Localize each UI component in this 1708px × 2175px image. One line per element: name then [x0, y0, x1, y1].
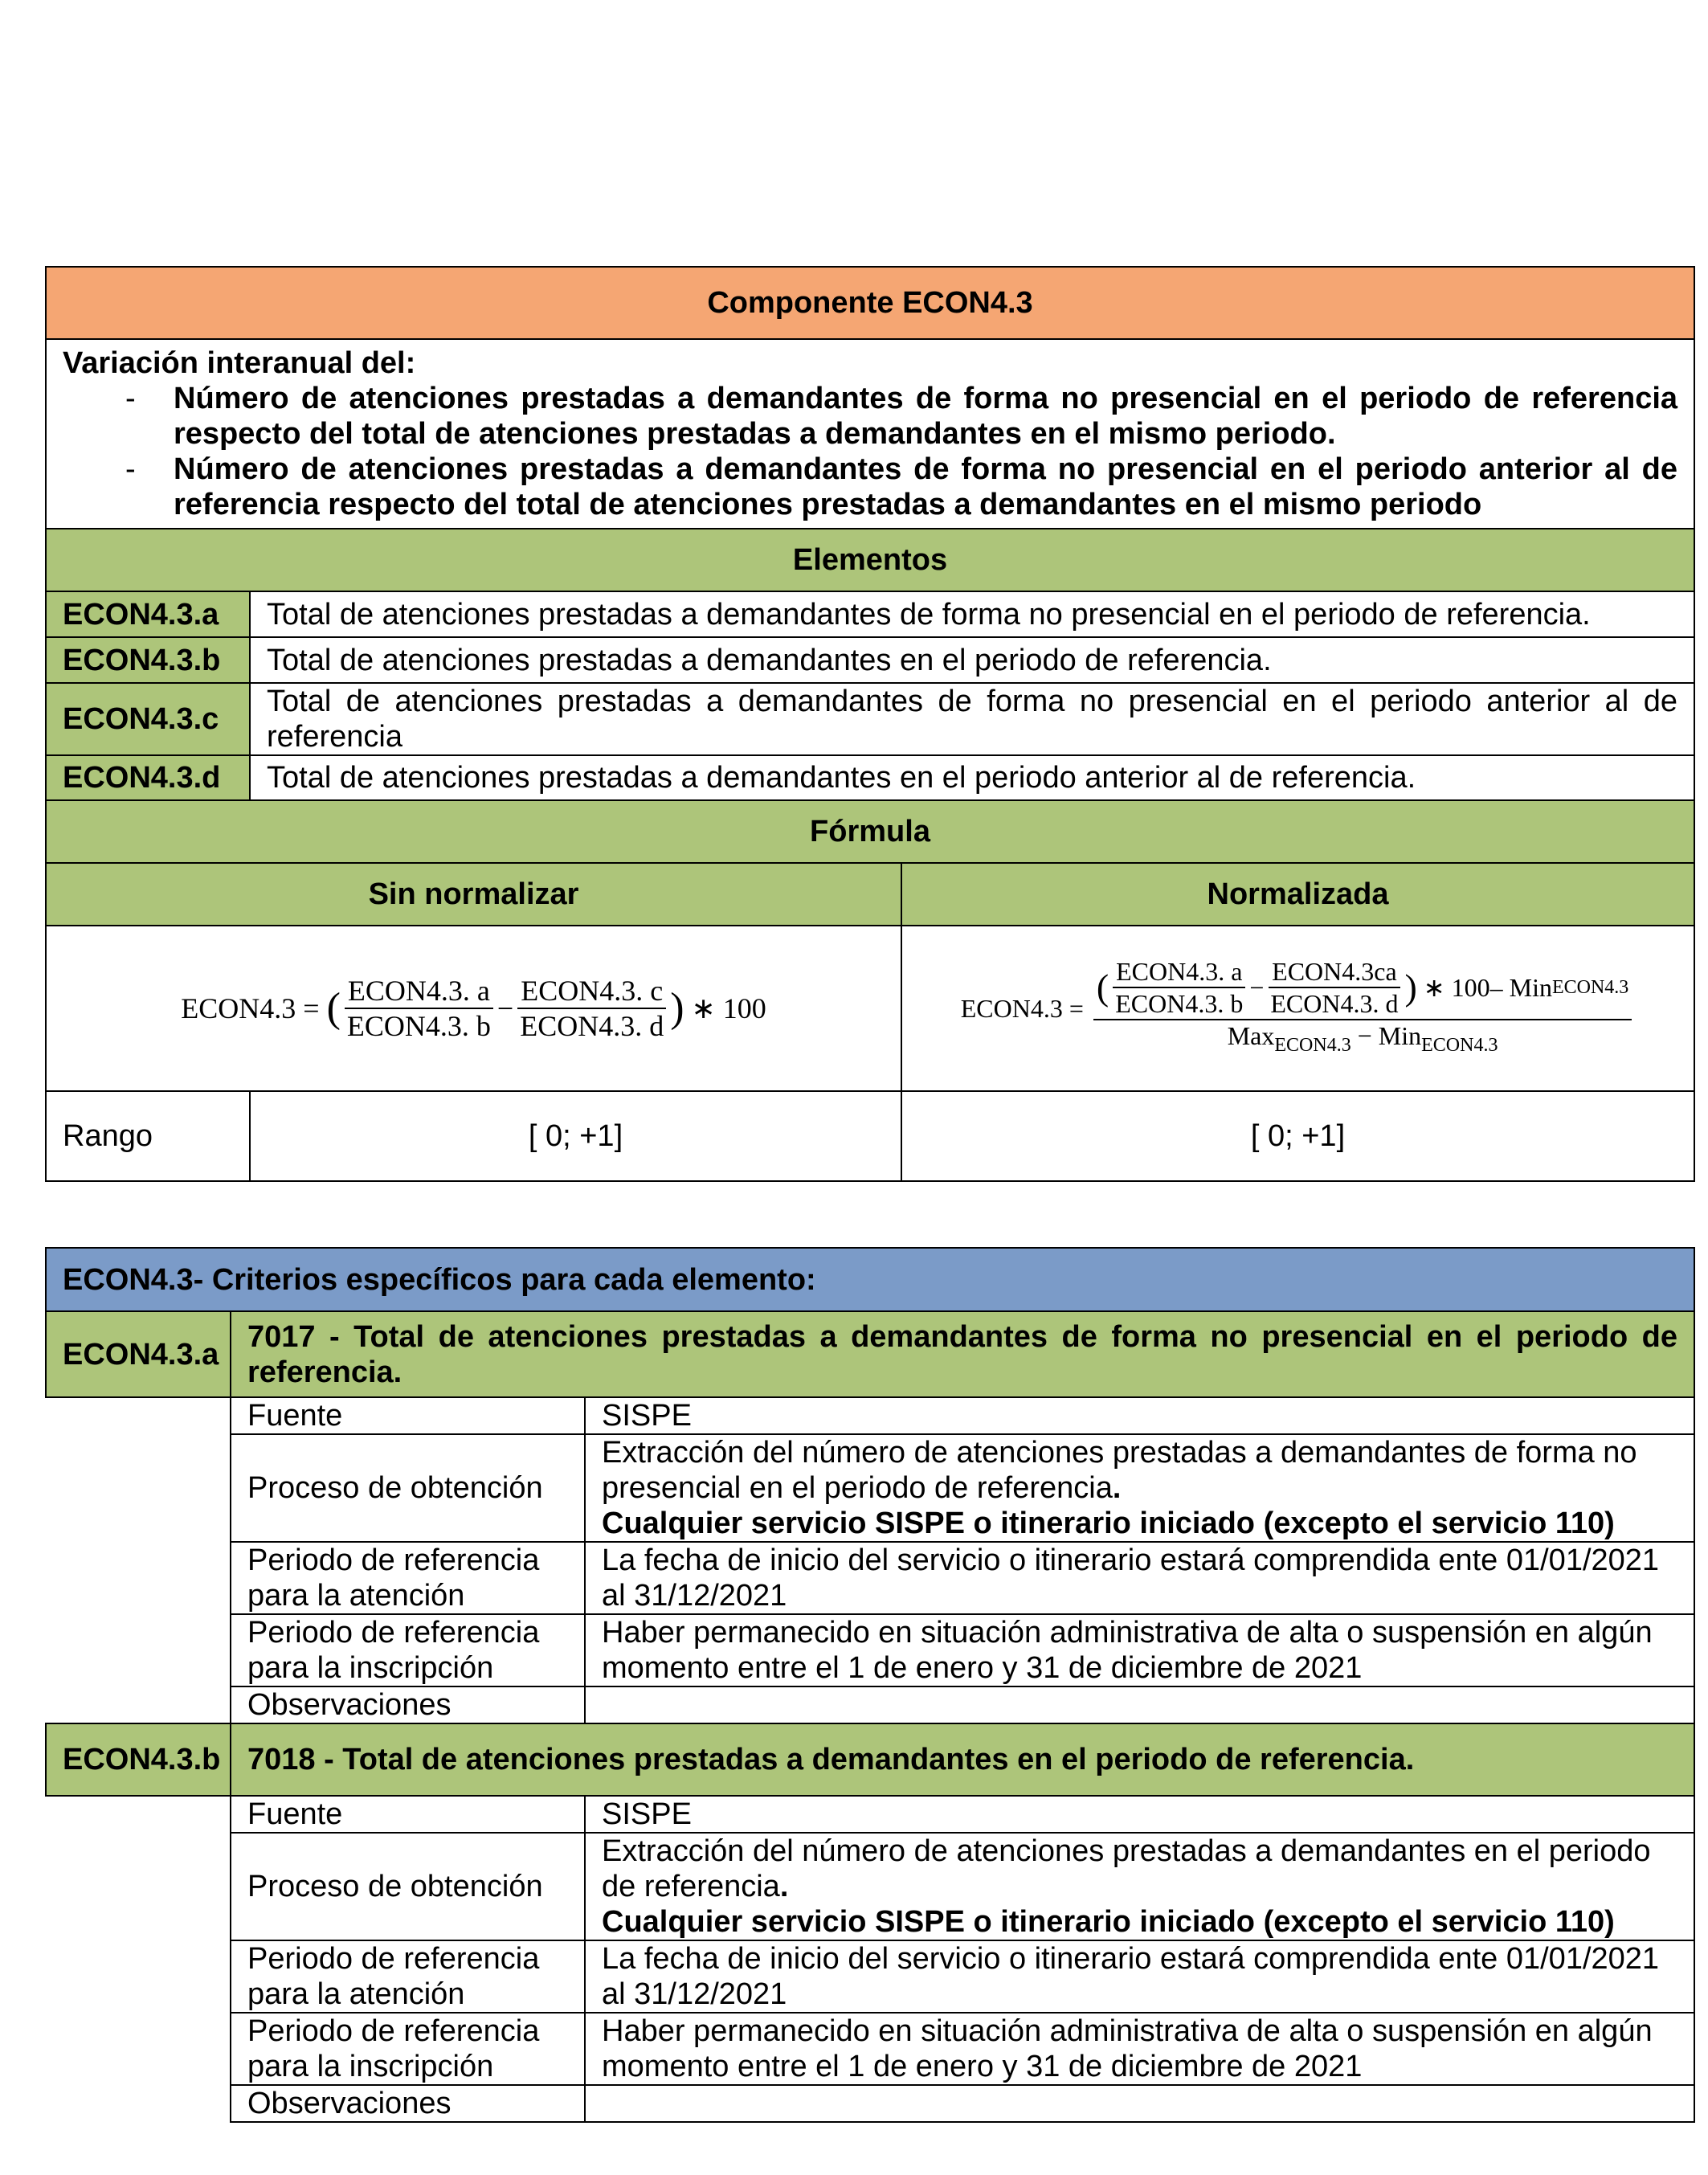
value-periodo-atencion: La fecha de inicio del servicio o itinerario estará comprendida ente 01/01/2021 al 31/12/2021 — [585, 1542, 1694, 1614]
formula-tail: ∗ 100 — [691, 992, 766, 1024]
criteria-header: ECON4.3- Criterios específicos para cada elemento: — [46, 1248, 1694, 1311]
criteria-code: ECON4.3.a — [46, 1311, 231, 1397]
formula-sin-cell — [46, 926, 901, 1091]
value-periodo-inscripcion: Haber permanecido en situación administrativa de alta o suspensión en algún momento entre el 1 de enero y 31 de diciembre de 2021 — [585, 1614, 1694, 1686]
element-desc: Total de atenciones prestadas a demandantes en el periodo de referencia. — [250, 637, 1694, 683]
element-code: ECON4.3.a — [46, 591, 250, 637]
den-min-subscript: ECON4.3 — [1421, 1035, 1498, 1056]
formula-lhs: ECON4.3 = — [181, 992, 320, 1024]
proceso-text: Extracción del número de atenciones prestadas a demandantes en el periodo de referencia — [602, 1834, 1651, 1903]
col-sin-normalizar: Sin normalizar — [46, 863, 901, 926]
value-proceso — [585, 1434, 1694, 1542]
denominator-d: ECON4.3. d — [1270, 989, 1399, 1018]
col-normalizada: Normalizada — [901, 863, 1694, 926]
variation-item: - Número de atenciones prestadas a demandantes de forma no presencial en el periodo de referencia respecto del total de atenciones prestadas a demandantes en el mismo periodo. — [63, 381, 1677, 452]
element-code: ECON4.3.c — [46, 683, 250, 755]
max-term: Max — [1227, 1021, 1275, 1050]
formula-header: Fórmula — [46, 800, 1694, 863]
fraction-main-numerator — [1093, 956, 1632, 1020]
label-fuente: Fuente — [231, 1796, 585, 1833]
minus-sign: − — [1249, 973, 1265, 1002]
variation-item: - Número de atenciones prestadas a demandantes de forma no presencial en el periodo anterior al de referencia respecto del total de atenciones prestadas a demandantes en el mismo periodo — [63, 452, 1677, 522]
label-proceso: Proceso de obtención — [231, 1434, 585, 1542]
proceso-text: Extracción del número de atenciones prestadas a demandantes de forma no presencial en el periodo de referencia — [602, 1436, 1637, 1505]
denominator-b: ECON4.3. b — [346, 1010, 491, 1042]
rango-sin: [ 0; +1] — [250, 1091, 901, 1181]
numerator-c: ECON4.3. c — [517, 974, 666, 1009]
max-subscript: ECON4.3 — [1274, 1035, 1351, 1056]
element-code: ECON4.3.b — [46, 637, 250, 683]
value-proceso — [585, 1833, 1694, 1940]
min-subscript: ECON4.3 — [1551, 977, 1629, 998]
label-fuente: Fuente — [231, 1397, 585, 1434]
criteria-title: 7017 - Total de atenciones prestadas a demandantes de forma no presencial en el periodo de referencia. — [231, 1311, 1694, 1397]
criteria-code: ECON4.3.b — [46, 1723, 231, 1796]
formula-norm-cell — [901, 926, 1694, 1091]
criteria-title: 7018 - Total de atenciones prestadas a demandantes en el periodo de referencia. — [231, 1723, 1694, 1796]
component-table — [45, 266, 1695, 1182]
fraction-ab — [344, 974, 494, 1043]
numerator-a: ECON4.3. a — [345, 974, 493, 1009]
denominator-b: ECON4.3. b — [1115, 989, 1244, 1018]
proceso-bold-text: Cualquier servicio SISPE o itinerario iniciado (excepto el servicio 110) — [602, 1905, 1615, 1939]
value-periodo-atencion: La fecha de inicio del servicio o itinerario estará comprendida ente 01/01/2021 al 31/12/2021 — [585, 1940, 1694, 2013]
proceso-dot: . — [1112, 1471, 1122, 1505]
criteria-table — [45, 1247, 1695, 2123]
criteria-spacer — [46, 1796, 231, 2122]
formula-norm — [961, 956, 1636, 1061]
label-periodo-atencion: Periodo de referencia para la atención — [231, 1542, 585, 1614]
element-code: ECON4.3.d — [46, 755, 250, 800]
label-periodo-inscripcion: Periodo de referencia para la inscripción — [231, 2013, 585, 2085]
fraction-main-denominator — [1224, 1020, 1502, 1061]
value-observaciones — [585, 2085, 1694, 2122]
value-fuente: SISPE — [585, 1796, 1694, 1833]
label-observaciones: Observaciones — [231, 2085, 585, 2122]
minus-sign: − — [496, 992, 514, 1024]
formula-tail: ∗ 100– Min — [1423, 973, 1552, 1002]
numerator-c: ECON4.3ca — [1269, 956, 1400, 988]
label-proceso: Proceso de obtención — [231, 1833, 585, 1940]
formula-sin — [181, 974, 766, 1043]
paren-close: ) — [1404, 967, 1417, 1008]
paren-open: ( — [1096, 967, 1109, 1008]
value-fuente: SISPE — [585, 1397, 1694, 1434]
element-desc: Total de atenciones prestadas a demandantes de forma no presencial en el periodo de referencia. — [250, 591, 1694, 637]
element-desc: Total de atenciones prestadas a demandantes en el periodo anterior al de referencia. — [250, 755, 1694, 800]
variation-intro: Variación interanual del: — [63, 346, 416, 380]
criteria-spacer — [46, 1397, 231, 1723]
variation-cell — [46, 339, 1694, 529]
elements-header: Elementos — [46, 529, 1694, 591]
value-observaciones — [585, 1686, 1694, 1723]
value-periodo-inscripcion: Haber permanecido en situación administrativa de alta o suspensión en algún momento entre el 1 de enero y 31 de diciembre de 2021 — [585, 2013, 1694, 2085]
paren-open: ( — [326, 985, 341, 1031]
element-desc: Total de atenciones prestadas a demandantes de forma no presencial en el periodo anterior al de referencia — [250, 683, 1694, 755]
fraction-ab — [1112, 956, 1246, 1019]
numerator-a: ECON4.3. a — [1113, 956, 1245, 988]
denominator-d: ECON4.3. d — [520, 1010, 664, 1042]
label-periodo-atencion: Periodo de referencia para la atención — [231, 1940, 585, 2013]
component-title: Componente ECON4.3 — [46, 267, 1694, 339]
fraction-main — [1093, 956, 1632, 1061]
fraction-cd — [1267, 956, 1401, 1019]
label-periodo-inscripcion: Periodo de referencia para la inscripción — [231, 1614, 585, 1686]
variation-list — [63, 381, 1677, 522]
fraction-cd — [517, 974, 667, 1043]
proceso-dot: . — [779, 1870, 789, 1903]
rango-label: Rango — [46, 1091, 250, 1181]
paren-close: ) — [670, 985, 684, 1031]
label-observaciones: Observaciones — [231, 1686, 585, 1723]
den-min-term: − Min — [1350, 1021, 1422, 1050]
proceso-bold-text: Cualquier servicio SISPE o itinerario iniciado (excepto el servicio 110) — [602, 1507, 1615, 1540]
formula-lhs: ECON4.3 = — [960, 994, 1084, 1023]
rango-norm: [ 0; +1] — [901, 1091, 1694, 1181]
